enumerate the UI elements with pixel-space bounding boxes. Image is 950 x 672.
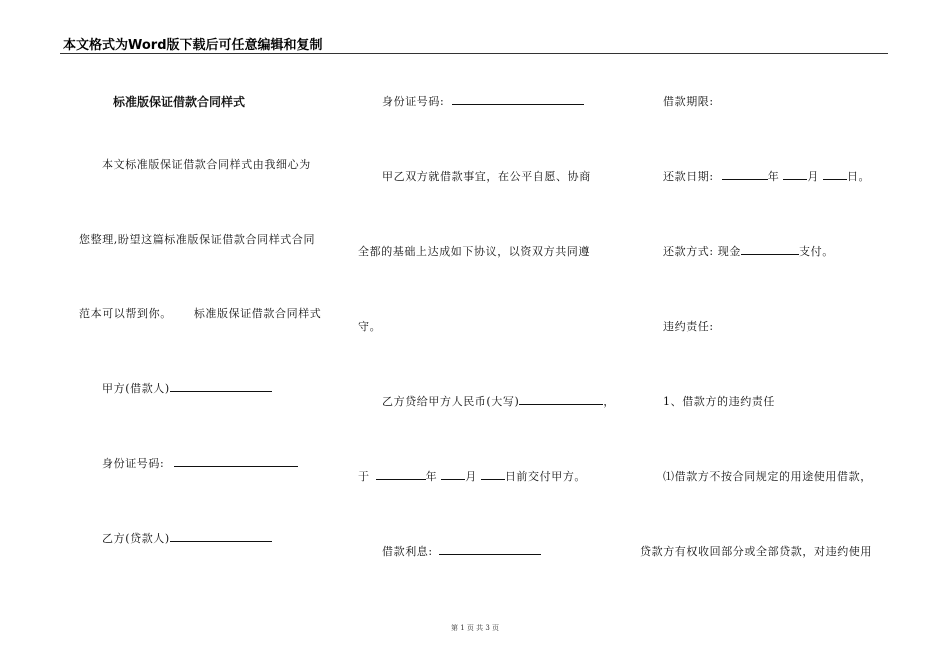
repay-month-label: 月 <box>807 170 819 183</box>
id-b-blank[interactable] <box>452 94 584 105</box>
repay-date-line <box>663 168 870 184</box>
header-divider <box>60 53 888 54</box>
party-a-line <box>102 380 272 396</box>
interest-blank[interactable] <box>439 544 541 555</box>
delivery-day-blank[interactable] <box>481 469 505 480</box>
repay-method-line <box>663 243 834 259</box>
repay-month-blank[interactable] <box>783 169 807 180</box>
id-a-line <box>102 455 298 471</box>
intro-line-1: 本文标准版保证借款合同样式由我细心为 <box>102 158 311 171</box>
breach-item-1b: 贷款方有权收回部分或全部贷款，对违约使用 <box>640 545 872 558</box>
loan-amount-label: 乙方贷给甲方人民币(大写) <box>382 395 520 408</box>
repay-method-label: 还款方式: 现金 <box>663 245 742 258</box>
intro-line-3-title: 标准版保证借款合同样式 <box>193 307 322 320</box>
party-b-line <box>102 530 272 546</box>
party-a-blank[interactable] <box>170 381 272 392</box>
delivery-month-blank[interactable] <box>441 469 465 480</box>
id-a-label: 身份证号码: <box>102 457 165 470</box>
loan-amount-blank[interactable] <box>519 394 603 405</box>
delivery-month-label: 月 <box>465 470 477 483</box>
intro-line-3-text: 范本可以帮到你。 <box>79 307 172 320</box>
repay-day-blank[interactable] <box>823 169 847 180</box>
breach-heading: 违约责任: <box>663 320 714 333</box>
repay-method-suffix: 支付。 <box>799 245 834 258</box>
agreement-line-1: 甲乙双方就借款事宜，在公平自愿、协商 <box>382 170 591 183</box>
repay-method-blank[interactable] <box>741 244 799 255</box>
delivery-suffix: 日前交付甲方。 <box>504 470 587 483</box>
delivery-year-blank[interactable] <box>376 469 426 480</box>
interest-line <box>382 543 541 559</box>
loan-amount-comma: ， <box>603 395 615 408</box>
loan-term-line: 借款期限: <box>663 95 714 108</box>
repay-date-label: 还款日期: <box>663 170 714 183</box>
party-a-label: 甲方(借款人) <box>102 382 170 395</box>
id-a-blank[interactable] <box>174 456 298 467</box>
delivery-year-label: 年 <box>425 470 438 483</box>
document-title: 标准版保证借款合同样式 <box>113 95 246 109</box>
breach-item-1a: ⑴借款方不按合同规定的用途使用借款， <box>663 470 872 483</box>
document-header-banner: 本文格式为Word版下载后可任意编辑和复制 <box>63 38 323 53</box>
delivery-prefix: 于 <box>358 470 370 483</box>
repay-year-blank[interactable] <box>722 169 768 180</box>
repay-day-label: 日。 <box>846 170 871 183</box>
repay-year-label: 年 <box>767 170 780 183</box>
intro-line-3 <box>79 305 321 321</box>
delivery-date-line <box>358 468 586 484</box>
id-b-label: 身份证号码: <box>382 95 445 108</box>
page-number: 第 1 页 共 3 页 <box>450 624 500 632</box>
agreement-line-2: 全都的基础上达成如下协议，以资双方共同遵 <box>358 245 590 258</box>
interest-label: 借款利息: <box>382 545 433 558</box>
id-b-line <box>382 93 584 109</box>
party-b-label: 乙方(贷款人) <box>102 532 170 545</box>
intro-line-2: 您整理,盼望这篇标准版保证借款合同样式合同 <box>79 233 316 246</box>
breach-item-1: 1、借款方的违约责任 <box>663 395 775 408</box>
party-b-blank[interactable] <box>170 531 272 542</box>
agreement-line-3: 守。 <box>358 320 382 333</box>
loan-amount-line <box>382 393 615 409</box>
